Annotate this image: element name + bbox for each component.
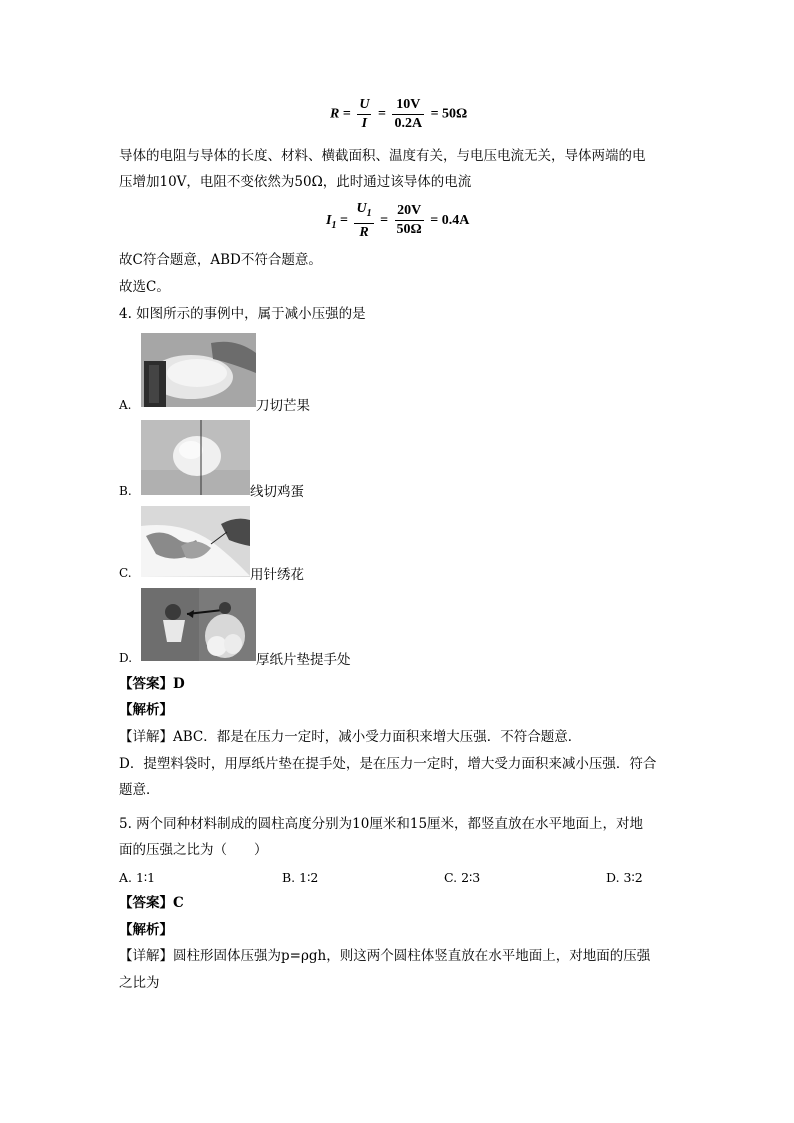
option-c-label: C. xyxy=(119,566,132,580)
q4-analysis: 【解析】 xyxy=(119,702,173,718)
q5-stem: 5. 两个同种材料制成的圆柱高度分别为10厘米和15厘米，都竖直放在水平地面上，对地 xyxy=(119,816,644,832)
current-formula: $I_1$ = $\frac{U_1}{R}$ = $\frac{20V}{50\Omega}$ = 0.4A xyxy=(326,201,470,240)
option-b-text: 线切鸡蛋 xyxy=(250,484,304,500)
option-a-label: A. xyxy=(119,398,132,412)
q3-choice: 故选C。 xyxy=(119,279,170,295)
formula1-frac1 xyxy=(357,96,371,133)
formula1-lhs: R xyxy=(330,106,340,122)
formula2-result: 0.4A xyxy=(441,213,470,229)
formula1-den1: I xyxy=(361,116,368,131)
q4-detail: 题意． xyxy=(119,782,160,798)
q5-detail: 【详解】圆柱形固体压强为p=ρgh，则这两个圆柱体竖直放在水平地面上，对地面的压强 xyxy=(119,948,651,964)
q4-detail: D．提塑料袋时，用厚纸片垫在提手处，是在压力一定时，增大受力面积来减小压强．符合 xyxy=(119,756,657,772)
knife-mango-image xyxy=(141,333,256,407)
q5-choice-b: B. 1∶2 xyxy=(282,870,319,885)
option-d-label: D. xyxy=(119,651,133,665)
formula2-lhs: $I_1$ xyxy=(326,213,337,231)
option-c-text: 用针绣花 xyxy=(250,567,304,583)
formula2-den2: 50Ω xyxy=(396,222,422,238)
q5-choice-d: D. 3∶2 xyxy=(606,870,643,885)
option-d-text: 厚纸片垫提手处 xyxy=(256,652,351,668)
option-a-text: 刀切芒果 xyxy=(256,398,310,414)
formula1-result: 50Ω xyxy=(442,106,468,122)
q5-analysis: 【解析】 xyxy=(119,922,173,938)
paragraph-line: 压增加10V，电阻不变依然为50Ω，此时通过该导体的电流 xyxy=(119,174,472,190)
formula1-num2: 10V xyxy=(392,96,424,115)
q4-answer: 【答案】D xyxy=(119,676,185,692)
cardboard-handle-image xyxy=(141,588,256,661)
thread-egg-image xyxy=(141,420,250,495)
q5-answer: 【答案】C xyxy=(119,895,184,911)
formula2-frac2 xyxy=(395,202,424,239)
q3-conclusion: 故C符合题意，ABD不符合题意。 xyxy=(119,252,322,268)
formula1-num1: U xyxy=(357,96,371,115)
paragraph-line: 导体的电阻与导体的长度、材料、横截面积、温度有关，与电压电流无关，导体两端的电 xyxy=(119,148,646,164)
formula2-num1: $U_1$ xyxy=(354,200,373,224)
formula2-num2: 20V xyxy=(395,202,424,221)
q5-stem: 面的压强之比为（ ） xyxy=(119,842,268,858)
option-b-label: B. xyxy=(119,484,132,498)
formula2-den1: R xyxy=(359,224,369,240)
formula1-den2: 0.2A xyxy=(394,116,423,131)
formula2-frac1 xyxy=(354,200,373,242)
embroidery-image xyxy=(141,506,250,577)
q4-stem: 4. 如图所示的事例中，属于减小压强的是 xyxy=(119,306,366,322)
formula1-frac2 xyxy=(392,96,424,133)
q4-detail: 【详解】ABC．都是在压力一定时，减小受力面积来增大压强．不符合题意． xyxy=(119,729,582,745)
resistance-formula: R = $\frac{U}{I}$ = $\frac{10V}{0.2A}$ = 50Ω xyxy=(330,97,468,131)
q5-choice-c: C. 2∶3 xyxy=(444,870,481,885)
q5-choice-a: A. 1∶1 xyxy=(119,870,156,885)
q5-detail: 之比为 xyxy=(119,975,160,991)
